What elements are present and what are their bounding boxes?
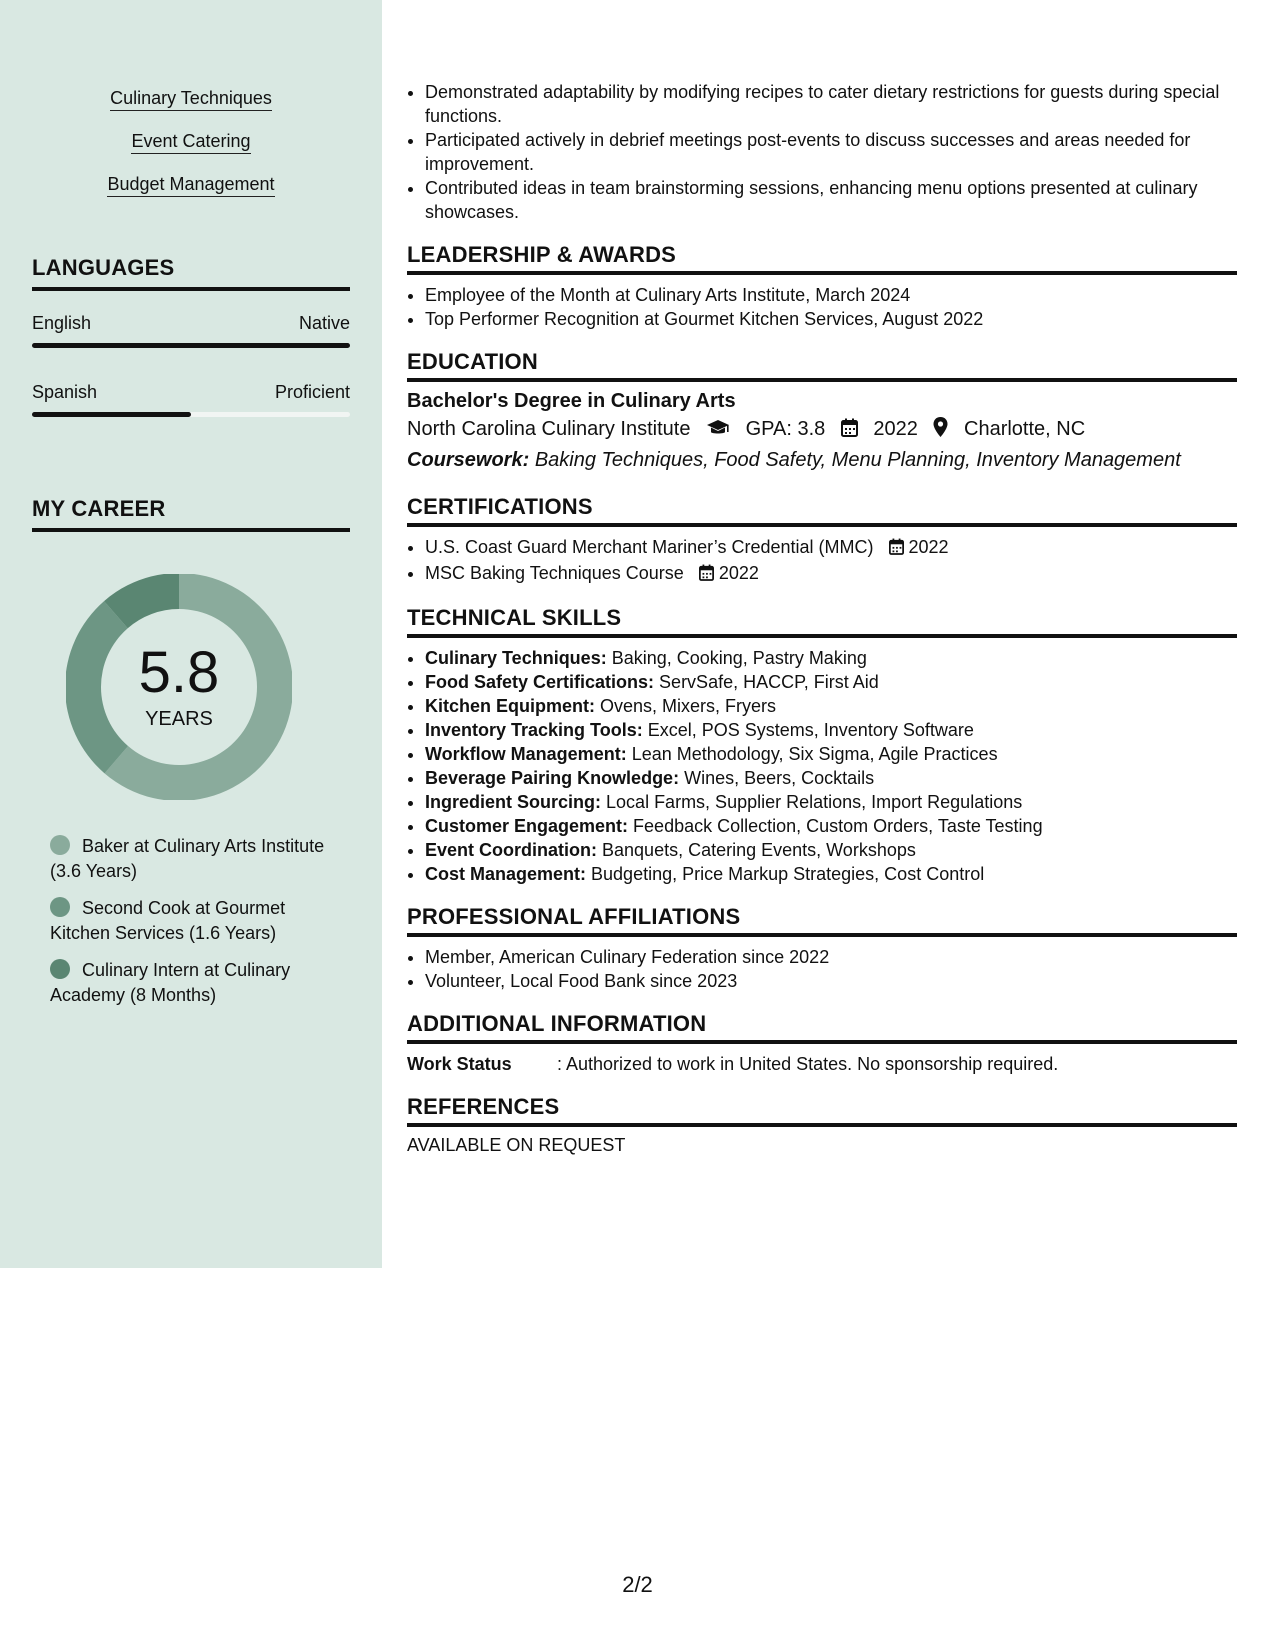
skill-value: Budgeting, Price Markup Strategies, Cost Control [591,864,985,884]
section-heading-certifications: CERTIFICATIONS [407,494,1237,527]
map-pin-icon [933,417,948,443]
certification-name: MSC Baking Techniques Course [425,563,684,583]
coursework-list: Baking Techniques, Food Safety, Menu Planning, Inventory Management [534,449,1181,471]
certification-name: U.S. Coast Guard Merchant Mariner’s Credential (MMC) [425,537,874,557]
experience-bullet: • Demonstrated adaptability by modifying recipes to cater dietary restrictions for guests during special functions. [425,80,1237,128]
work-status-label: Work Status [407,1054,512,1074]
section-heading-leadership: LEADERSHIP & AWARDS [407,242,1237,275]
skill-value: Lean Methodology, Six Sigma, Agile Practices [631,744,998,764]
donut-center [66,574,292,800]
certification-date [889,535,949,561]
career-item-label: Second Cook at Gourmet Kitchen Services (1.6 Years) [50,898,286,943]
section-heading-additional-info: ADDITIONAL INFORMATION [407,1011,1237,1044]
language-row [32,313,350,334]
calendar-icon [699,563,714,587]
coursework [407,449,1237,472]
work-status-value: : Authorized to work in United States. No sponsorship required. [557,1054,1059,1074]
career-legend [50,834,340,1020]
skill-label: Cost Management: [425,864,587,884]
career-total-unit: YEARS [145,707,213,730]
certification-year: 2022 [908,537,949,557]
technical-skills-list [407,646,1237,886]
degree-title: Bachelor's Degree in Culinary Arts [407,390,736,412]
leadership-item: • Top Performer Recognition at Gourmet Kitchen Services, August 2022 [425,307,1237,331]
certification-year: 2022 [718,563,759,583]
school-location: Charlotte, NC [964,418,1086,440]
affiliation-item: • Volunteer, Local Food Bank since 2023 [425,969,1237,993]
career-total-value: 5.8 [138,639,220,705]
skill-item [425,646,1237,670]
language-bar-fill [32,343,350,348]
skill-item [425,790,1237,814]
career-item [50,834,340,884]
skill-value: Feedback Collection, Custom Orders, Taste Testing [633,816,1043,836]
skill-value: Local Farms, Supplier Relations, Import Regulations [606,792,1023,812]
skill-label: Event Coordination: [425,840,597,860]
section-heading-references: REFERENCES [407,1094,1237,1127]
sidebar [0,0,382,1268]
language-level: Proficient [274,382,350,402]
skill-item [425,766,1237,790]
skill-link[interactable]: Culinary Techniques [110,88,272,111]
affiliation-item: • Member, American Culinary Federation since 2022 [425,945,1237,969]
career-donut [66,574,292,800]
page-number: 2/2 [622,1572,653,1597]
school-name: North Carolina Culinary Institute [407,418,691,440]
skill-value: Banquets, Catering Events, Workshops [602,840,916,860]
skill-value: Ovens, Mixers, Fryers [600,696,777,716]
certification-item [425,535,1237,561]
calendar-icon [889,537,904,561]
references-text: AVAILABLE ON REQUEST [407,1135,626,1155]
affiliations-list [407,945,1237,993]
career-item [50,896,340,946]
skill-label: Ingredient Sourcing: [425,792,602,812]
skill-item [425,694,1237,718]
section-heading-affiliations: PROFESSIONAL AFFILIATIONS [407,904,1237,937]
skill-link[interactable]: Event Catering [131,131,250,154]
work-status-row [407,1052,1237,1076]
experience-bullet: • Participated actively in debrief meetings post-events to discuss successes and areas needed for improvement. [425,128,1237,176]
skill-value: Baking, Cooking, Pastry Making [611,648,867,668]
language-bar [32,343,350,348]
gpa: GPA: 3.8 [745,418,826,440]
skill-label: Culinary Techniques: [425,648,607,668]
leadership-item: • Employee of the Month at Culinary Arts Institute, March 2024 [425,283,1237,307]
section-heading-technical-skills: TECHNICAL SKILLS [407,605,1237,638]
legend-dot-icon [50,835,70,855]
skill-value: Wines, Beers, Cocktails [684,768,875,788]
certification-date [699,561,759,587]
skill-label: Customer Engagement: [425,816,629,836]
career-item-label: Baker at Culinary Arts Institute (3.6 Years) [50,836,325,881]
skill-item [425,742,1237,766]
career-heading: MY CAREER [32,496,350,532]
experience-bullets [407,80,1237,224]
graduation-cap-icon [706,419,730,443]
language-level: Native [298,313,350,333]
career-item-label: Culinary Intern at Culinary Academy (8 Months) [50,960,291,1005]
graduation-year: 2022 [873,418,918,440]
skill-label: Beverage Pairing Knowledge: [425,768,680,788]
skill-label: Workflow Management: [425,744,627,764]
calendar-icon [841,418,858,443]
languages-heading: LANGUAGES [32,255,350,291]
skill-value: Excel, POS Systems, Inventory Software [647,720,974,740]
skill-item [425,718,1237,742]
coursework-label: Coursework: [407,449,530,471]
experience-bullet: • Contributed ideas in team brainstorming sessions, enhancing menu options presented at culinary showcases. [425,176,1237,224]
skill-label: Inventory Tracking Tools: [425,720,643,740]
skill-label: Food Safety Certifications: [425,672,655,692]
skill-links [0,88,382,217]
skill-value: ServSafe, HACCP, First Aid [659,672,879,692]
skill-label: Kitchen Equipment: [425,696,595,716]
career-item [50,958,340,1008]
legend-dot-icon [50,897,70,917]
legend-dot-icon [50,959,70,979]
section-heading-education: EDUCATION [407,349,1237,382]
skill-item [425,814,1237,838]
certifications-list [407,535,1237,587]
language-name: Spanish [32,382,98,402]
leadership-list [407,283,1237,331]
skill-link[interactable]: Budget Management [107,174,274,197]
language-name: English [32,313,92,333]
certification-item [425,561,1237,587]
skill-item [425,862,1237,886]
education-details [407,417,1237,443]
skill-item [425,670,1237,694]
language-bar-fill [32,412,191,417]
main-content [407,0,1237,1156]
skill-item [425,838,1237,862]
language-row [32,382,350,403]
language-bar [32,412,350,417]
